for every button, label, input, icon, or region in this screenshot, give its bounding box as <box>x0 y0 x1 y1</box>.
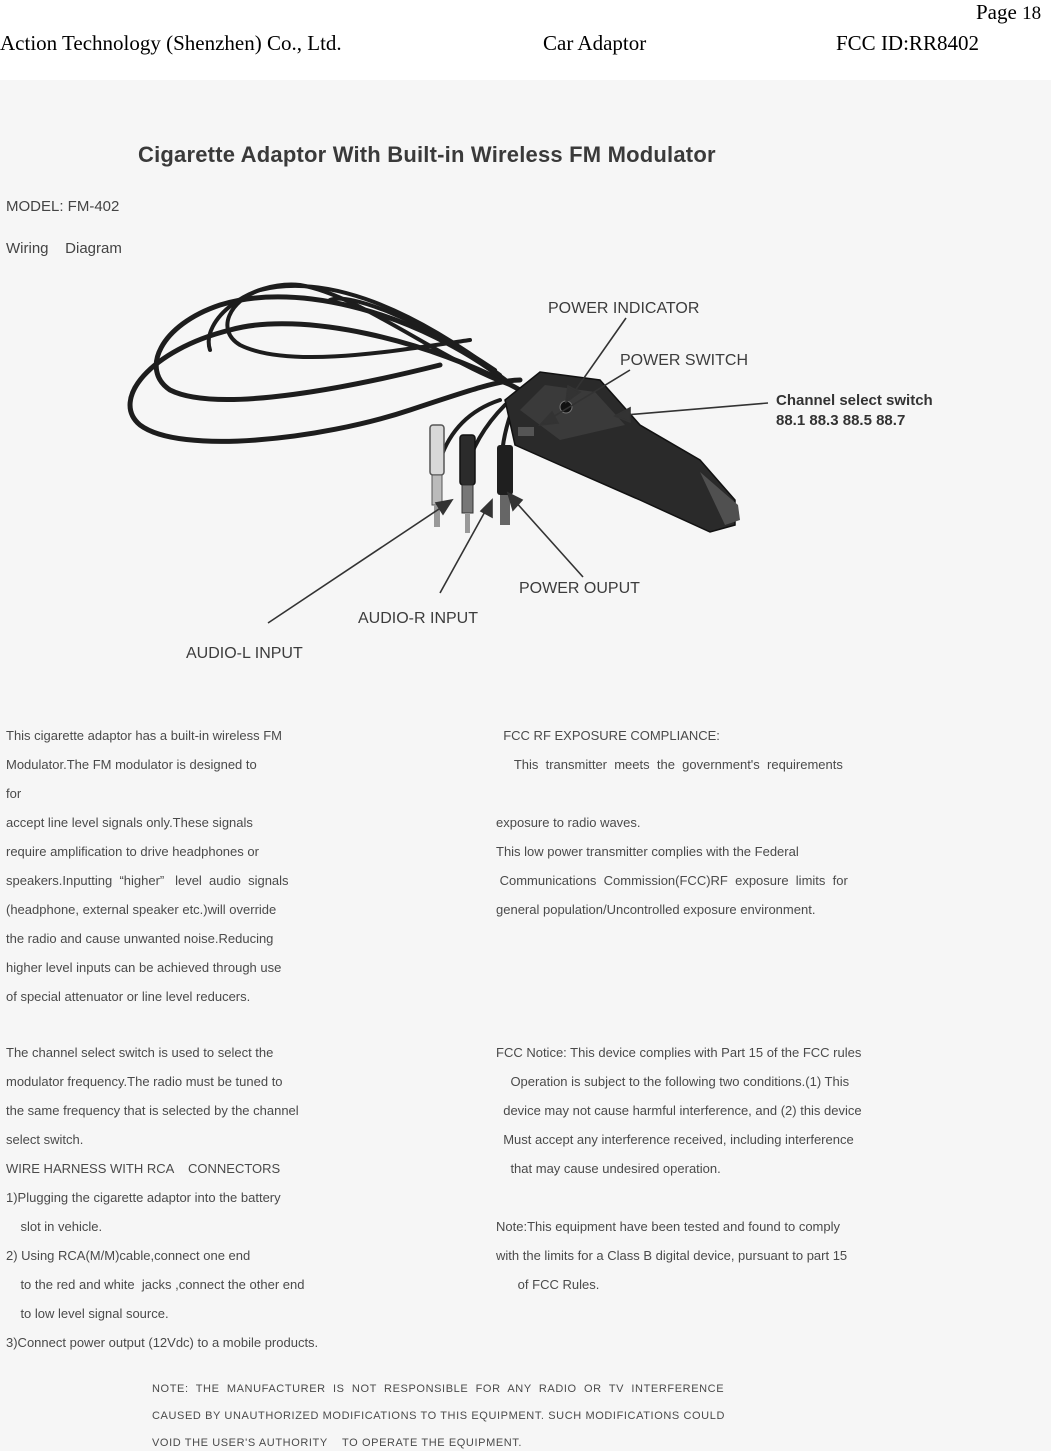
page-label-text: Page <box>976 0 1017 24</box>
label-channel-frequencies: 88.1 88.3 88.5 88.7 <box>776 412 906 429</box>
text-line: accept line level signals only.These signals <box>6 815 253 830</box>
text-line: select switch. <box>6 1132 84 1147</box>
text-line: Communications Commission(FCC)RF exposure limits for <box>496 873 848 888</box>
manual-title: Cigarette Adaptor With Built-in Wireless FM Modulator <box>138 142 716 167</box>
text-line: Operation is subject to the following two conditions.(1) This <box>496 1074 850 1089</box>
text-line: speakers.Inputting “higher” level audio signals <box>6 873 289 888</box>
text-line: 3)Connect power output (12Vdc) to a mobile products. <box>6 1335 319 1350</box>
text-line: to low level signal source. <box>6 1306 169 1321</box>
text-line <box>496 779 848 808</box>
text-line: for <box>6 786 22 801</box>
page-number: 18 <box>1022 3 1042 24</box>
right-column-rf-exposure <box>496 721 848 924</box>
cigarette-adaptor <box>505 372 740 532</box>
right-column-fcc-notice <box>496 1038 862 1299</box>
rca-plug-red <box>460 435 475 533</box>
label-power-output: POWER OUPUT <box>519 580 640 597</box>
scanned-manual-page <box>0 80 1051 1451</box>
text-line: 1)Plugging the cigarette adaptor into the battery <box>6 1190 281 1205</box>
text-line: to the red and white jacks ,connect the other end <box>6 1277 305 1292</box>
text-line: require amplification to drive headphones or <box>6 844 259 859</box>
text-line: (headphone, external speaker etc.)will override <box>6 902 277 917</box>
label-power-indicator: POWER INDICATOR <box>548 300 700 317</box>
text-line <box>496 1183 862 1212</box>
section-heading: Wiring Diagram <box>6 240 122 257</box>
text-line: higher level inputs can be achieved through use <box>6 960 282 975</box>
note-line: NOTE: THE MANUFACTURER IS NOT RESPONSIBLE FOR ANY RADIO OR TV INTERFERENCE <box>152 1383 725 1395</box>
power-output-plug <box>497 445 513 525</box>
company-name: Action Technology (Shenzhen) Co., Ltd. <box>0 31 342 55</box>
note-line: CAUSED BY UNAUTHORIZED MODIFICATIONS TO THIS EQUIPMENT. SUCH MODIFICATIONS COULD <box>152 1410 725 1422</box>
text-line: 2) Using RCA(M/M)cable,connect one end <box>6 1248 251 1263</box>
manufacturer-note <box>152 1376 725 1451</box>
text-line: of FCC Rules. <box>496 1277 600 1292</box>
text-line: with the limits for a Class B digital device, pursuant to part 15 <box>496 1248 848 1263</box>
text-line: that may cause undesired operation. <box>496 1161 721 1176</box>
fcc-id: FCC ID:RR8402 <box>836 31 979 55</box>
text-line: modulator frequency.The radio must be tuned to <box>6 1074 283 1089</box>
text-line: device may not cause harmful interference, and (2) this device <box>496 1103 862 1118</box>
text-line: Note:This equipment have been tested and found to comply <box>496 1219 840 1234</box>
text-line: FCC Notice: This device complies with Part 15 of the FCC rules <box>496 1045 862 1060</box>
left-column-intro <box>6 721 289 1011</box>
text-line: Modulator.The FM modulator is designed to <box>6 757 257 772</box>
text-line: Must accept any interference received, including interference <box>496 1132 854 1147</box>
product-name: Car Adaptor <box>543 31 647 55</box>
label-audio-l-input: AUDIO-L INPUT <box>186 645 303 662</box>
text-line: exposure to radio waves. <box>496 815 641 830</box>
text-line: general population/Uncontrolled exposure environment. <box>496 902 816 917</box>
label-audio-r-input: AUDIO-R INPUT <box>358 610 478 627</box>
left-column-instructions <box>6 1038 318 1357</box>
text-line: of special attenuator or line level reducers. <box>6 989 251 1004</box>
text-line: WIRE HARNESS WITH RCA CONNECTORS <box>6 1161 281 1176</box>
text-line: slot in vehicle. <box>6 1219 103 1234</box>
text-line: the same frequency that is selected by the channel <box>6 1103 299 1118</box>
text-line: This cigarette adaptor has a built-in wireless FM <box>6 728 283 743</box>
note-line: VOID THE USER'S AUTHORITY TO OPERATE THE EQUIPMENT. <box>152 1437 523 1449</box>
page-label <box>976 0 1041 25</box>
text-line: FCC RF EXPOSURE COMPLIANCE: <box>496 728 720 743</box>
model-number: MODEL: FM-402 <box>6 198 120 215</box>
label-power-switch: POWER SWITCH <box>620 352 748 369</box>
text-line: This transmitter meets the government's requirements <box>496 757 843 772</box>
label-channel-switch: Channel select switch <box>776 392 933 409</box>
text-line: the radio and cause unwanted noise.Reducing <box>6 931 274 946</box>
text-line: The channel select switch is used to select the <box>6 1045 274 1060</box>
text-line: This low power transmitter complies with the Federal <box>496 844 799 859</box>
wiring-diagram <box>0 80 1051 720</box>
